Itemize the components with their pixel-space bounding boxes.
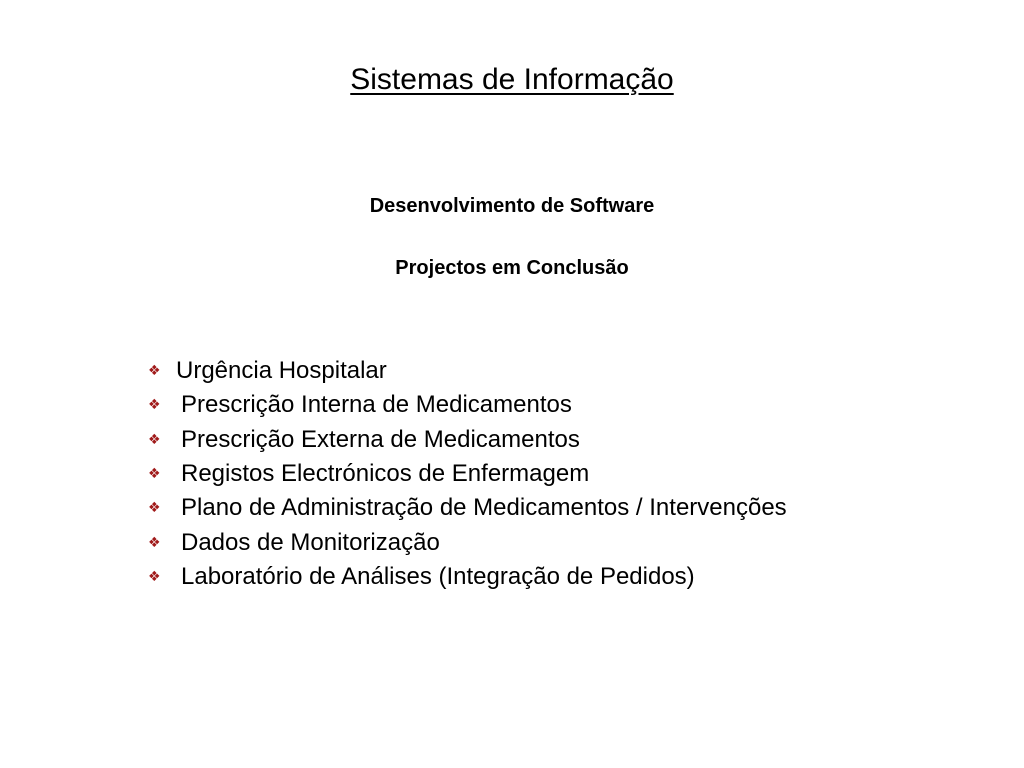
list-item xyxy=(148,491,787,525)
diamond-bullet-icon: ❖ xyxy=(148,568,161,585)
list-item xyxy=(148,560,787,594)
project-list xyxy=(148,354,787,594)
diamond-bullet-icon: ❖ xyxy=(148,466,161,483)
subtitle-projects-completed: Projectos em Conclusão xyxy=(395,257,629,279)
list-item-label: Prescrição Interna de Medicamentos xyxy=(181,391,572,419)
diamond-bullet-icon: ❖ xyxy=(148,431,161,448)
list-item-label: Urgência Hospitalar xyxy=(176,357,387,385)
list-item xyxy=(148,354,787,388)
list-item-label: Laboratório de Análises (Integração de Pedidos) xyxy=(181,562,695,590)
diamond-bullet-icon: ❖ xyxy=(148,397,161,414)
list-item xyxy=(148,525,787,559)
list-item-label: Plano de Administração de Medicamentos / Intervenções xyxy=(181,494,787,522)
diamond-bullet-icon: ❖ xyxy=(148,363,161,380)
list-item-label: Prescrição Externa de Medicamentos xyxy=(181,425,580,453)
diamond-bullet-icon: ❖ xyxy=(148,534,161,551)
list-item xyxy=(148,388,787,422)
slide-title-text: Sistemas de Informação xyxy=(350,63,674,96)
list-item-label: Registos Electrónicos de Enfermagem xyxy=(181,460,590,488)
list-item-label: Dados de Monitorização xyxy=(181,528,440,556)
slide-title xyxy=(0,60,1024,100)
diamond-bullet-icon: ❖ xyxy=(148,500,161,517)
list-item xyxy=(148,423,787,457)
subtitle-software-development: Desenvolvimento de Software xyxy=(369,195,655,217)
list-item xyxy=(148,457,787,491)
